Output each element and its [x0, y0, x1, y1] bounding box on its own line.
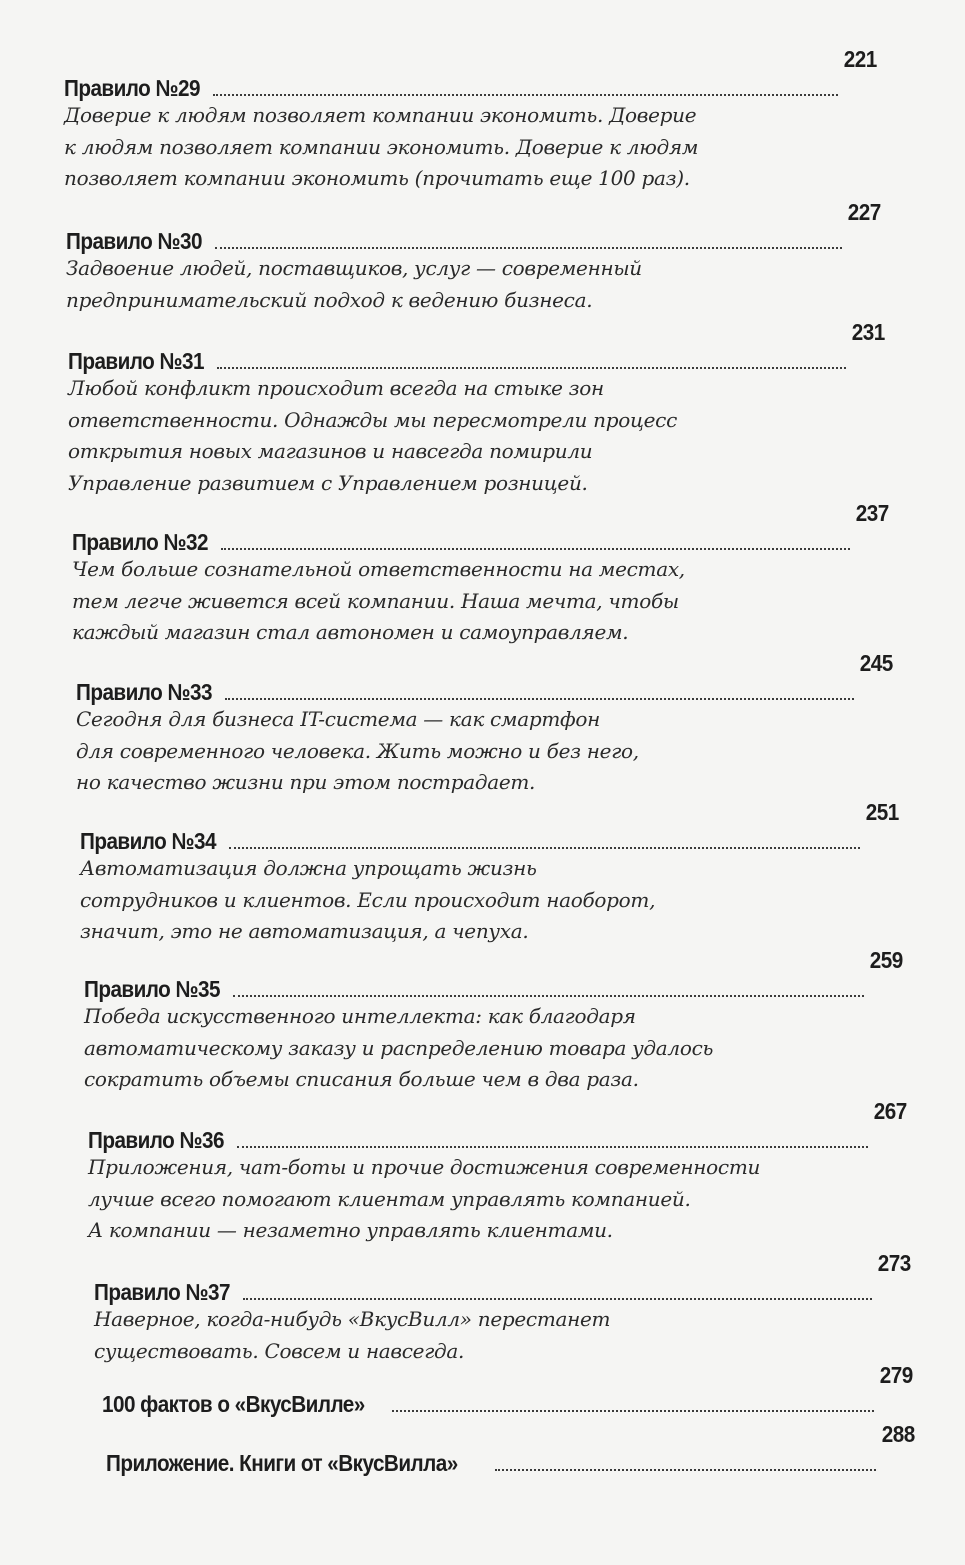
description-line: сотрудников и клиентов. Если происходит наоборот,	[80, 887, 656, 912]
description-line: ответственности. Однажды мы пересмотрели процесс	[68, 407, 677, 432]
description-line: Автоматизация должна упрощать жизнь	[80, 856, 537, 880]
toc-entry-rule-37	[94, 1250, 911, 1367]
description-line: Задвоение людей, поставщиков, услуг — современный	[66, 256, 642, 280]
description-line: Любой конфликт происходит всегда на стыке зон	[68, 376, 604, 400]
entry-page-number: 259	[869, 947, 903, 973]
entry-title: Правило №33	[76, 679, 212, 705]
description-line: к людям позволяет компании экономить. Доверие к людям	[64, 134, 699, 159]
toc-entry-rule-35	[84, 947, 903, 1096]
entry-description	[80, 853, 899, 948]
description-line: открытия новых магазинов и навсегда помирили	[68, 439, 593, 463]
entry-title: Правило №35	[84, 976, 220, 1002]
toc-entry-rule-32	[72, 500, 889, 649]
toc-entry-rule-36	[88, 1098, 907, 1247]
description-line: А компании — незаметно управлять клиентами.	[88, 1218, 613, 1242]
dot-leader	[237, 1146, 868, 1148]
dot-leader	[392, 1410, 874, 1412]
entry-page-number: 288	[881, 1421, 915, 1447]
toc-entry-rule-33	[76, 650, 893, 799]
toc-entry-heading	[64, 46, 877, 102]
description-line: Управление развитием с Управлением розницей.	[68, 470, 588, 495]
description-line: существовать. Совсем и навсегда.	[94, 1338, 465, 1363]
toc-entry-heading	[94, 1250, 911, 1306]
dot-leader	[243, 1298, 872, 1300]
dot-leader	[229, 847, 860, 849]
description-line: предпринимательский подход к ведению бизнеса.	[66, 287, 593, 312]
toc-entry-heading	[84, 947, 903, 1003]
toc-entry-appendix	[106, 1421, 915, 1477]
entry-description	[64, 100, 877, 195]
description-line: Наверное, когда-нибудь «ВкусВилл» перестанет	[94, 1307, 611, 1331]
entry-title: Правило №32	[72, 529, 208, 555]
toc-entry-rule-30	[66, 199, 881, 316]
toc-entry-heading	[102, 1362, 913, 1418]
entry-page-number: 221	[843, 46, 877, 72]
entry-page-number: 273	[877, 1250, 911, 1276]
entry-title: Правило №29	[64, 75, 200, 101]
dot-leader	[213, 94, 838, 96]
dot-leader	[233, 995, 864, 997]
entry-page-number: 237	[855, 500, 889, 526]
toc-entry-rule-34	[80, 799, 899, 948]
description-line: тем легче живется всей компании. Наша мечта, чтобы	[72, 588, 679, 613]
entry-description	[68, 373, 885, 499]
description-line: значит, это не автоматизация, а чепуха.	[80, 919, 529, 943]
description-line: сократить объемы списания больше чем в два раза.	[84, 1067, 639, 1091]
description-line: каждый магазин стал автономен и самоуправляем.	[72, 620, 629, 644]
entry-page-number: 245	[859, 650, 893, 676]
description-line: лучше всего помогают клиентам управлять компанией.	[88, 1186, 691, 1211]
entry-page-number: 227	[847, 199, 881, 225]
description-line: позволяет компании экономить (прочитать еще 100 раз).	[64, 166, 690, 190]
toc-entry-heading	[106, 1421, 915, 1477]
entry-title: Правило №30	[66, 228, 202, 254]
description-line: для современного человека. Жить можно и без него,	[76, 738, 639, 763]
description-line: Сегодня для бизнеса IT-система — как смартфон	[76, 707, 600, 731]
toc-entry-heading	[66, 199, 881, 255]
entry-description	[94, 1304, 911, 1367]
toc-entry-heading	[80, 799, 899, 855]
entry-title: Приложение. Книги от «ВкусВилла»	[106, 1450, 458, 1476]
toc-entry-heading	[76, 650, 893, 706]
description-line: но качество жизни при этом пострадает.	[76, 770, 536, 794]
entry-page-number: 231	[851, 319, 885, 345]
entry-title: Правило №34	[80, 828, 216, 854]
toc-entry-heading	[88, 1098, 907, 1154]
description-line: Чем больше сознательной ответственности на местах,	[72, 557, 685, 581]
toc-entry-rule-29	[64, 46, 877, 195]
description-line: Победа искусственного интеллекта: как благодаря	[84, 1004, 636, 1028]
entry-page-number: 279	[879, 1362, 913, 1388]
entry-description	[66, 253, 881, 316]
entry-description	[84, 1001, 903, 1096]
toc-entry-heading	[72, 500, 889, 556]
description-line: Доверие к людям позволяет компании экономить. Доверие	[64, 103, 697, 127]
entry-description	[88, 1152, 907, 1247]
dot-leader	[217, 367, 846, 369]
toc-entry-rule-31	[68, 319, 885, 499]
description-line: Приложения, чат-боты и прочие достижения современности	[88, 1155, 761, 1179]
entry-title: Правило №31	[68, 348, 204, 374]
dot-leader	[495, 1469, 876, 1471]
dot-leader	[215, 247, 842, 249]
dot-leader	[225, 698, 854, 700]
entry-title: Правило №36	[88, 1127, 224, 1153]
description-line: автоматическому заказу и распределению товара удалось	[84, 1035, 714, 1060]
entry-title: Правило №37	[94, 1279, 230, 1305]
entry-description	[72, 554, 889, 649]
entry-page-number: 267	[873, 1098, 907, 1124]
entry-description	[76, 704, 893, 799]
entry-page-number: 251	[865, 799, 899, 825]
toc-entry-heading	[68, 319, 885, 375]
entry-title: 100 фактов о «ВкусВилле»	[102, 1391, 365, 1417]
toc-entry-100-facts	[102, 1362, 913, 1418]
dot-leader	[221, 548, 850, 550]
